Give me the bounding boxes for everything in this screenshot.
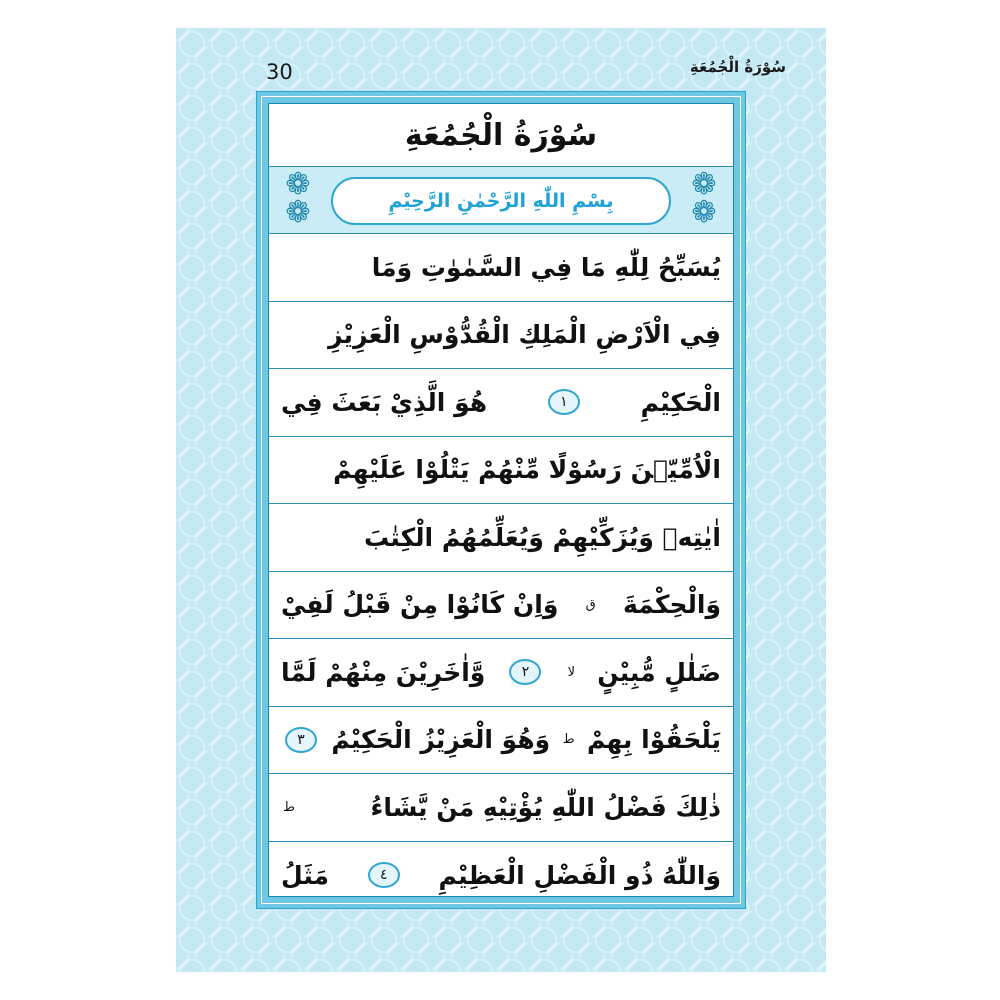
arabesque-ornament-icon: ❁ ❁ bbox=[691, 167, 717, 230]
verse-line bbox=[269, 842, 733, 898]
waqf-pause-mark: لا bbox=[567, 664, 576, 680]
verse-text: ذٰلِكَ فَضْلُ اللّٰهِ يُؤْتِيْهِ مَنْ يَّشَاءُ bbox=[370, 792, 721, 822]
verse-text: وَاللّٰهُ ذُو الْفَضْلِ الْعَظِيْمِ bbox=[438, 860, 721, 890]
verse-text: يُسَبِّحُ لِلّٰهِ مَا فِي السَّمٰوٰتِ وَمَا bbox=[371, 252, 721, 282]
verse-line bbox=[269, 572, 733, 640]
ornamental-frame bbox=[256, 91, 746, 909]
verse-text: فِي الْاَرْضِ الْمَلِكِ الْقُدُّوْسِ الْعَزِيْزِ bbox=[328, 320, 721, 350]
bismillah-cartouche bbox=[331, 177, 671, 225]
page-number: 30 bbox=[266, 60, 293, 84]
running-head: سُوْرَةُ الْجُمُعَةِ bbox=[689, 58, 786, 76]
verse-line bbox=[269, 707, 733, 775]
ayah-number-marker: ٢ bbox=[509, 659, 541, 685]
verse-text: وَاِنْ كَانُوْا مِنْ قَبْلُ لَفِيْ bbox=[281, 590, 559, 620]
verse-line bbox=[269, 437, 733, 505]
verse-line bbox=[269, 369, 733, 437]
verse-text: الْحَكِيْمِ bbox=[640, 387, 721, 417]
text-panel bbox=[268, 103, 734, 897]
verse-text: الْاُمِّيّٖنَ رَسُوْلًا مِّنْهُمْ يَتْلُوْا عَلَيْهِمْ bbox=[333, 455, 721, 485]
verse-text: مَثَلُ bbox=[281, 860, 330, 890]
verse-line bbox=[269, 234, 733, 302]
bismillah-text: بِسْمِ اللّٰهِ الرَّحْمٰنِ الرَّحِيْمِ bbox=[388, 190, 614, 212]
waqf-pause-mark: ط bbox=[283, 799, 296, 815]
ayah-number-marker: ٤ bbox=[368, 862, 400, 888]
waqf-pause-mark: ط bbox=[562, 732, 575, 748]
waqf-pause-mark: ق bbox=[585, 597, 596, 613]
ayah-number-marker: ٣ bbox=[285, 727, 317, 753]
verse-text: وَّاٰخَرِيْنَ مِنْهُمْ لَمَّا bbox=[281, 657, 486, 687]
verse-line bbox=[269, 302, 733, 370]
verse-text: هُوَ الَّذِيْ بَعَثَ فِي bbox=[281, 387, 488, 417]
verse-line bbox=[269, 774, 733, 842]
verse-text: ضَلٰلٍ مُّبِيْنٍ bbox=[597, 657, 721, 687]
verse-text: اٰيٰتِهٖ وَيُزَكِّيْهِمْ وَيُعَلِّمُهُمُ الْكِتٰبَ bbox=[363, 522, 721, 552]
ayah-number-marker: ١ bbox=[548, 389, 580, 415]
arabesque-ornament-icon: ❁ ❁ bbox=[285, 167, 311, 230]
surah-title: سُوْرَةُ الْجُمُعَةِ bbox=[269, 104, 733, 167]
verse-text: وَالْحِكْمَةَ bbox=[623, 590, 721, 620]
verse-lines bbox=[269, 234, 733, 897]
verse-text: وَهُوَ الْعَزِيْزُ الْحَكِيْمُ bbox=[331, 725, 551, 755]
verse-line bbox=[269, 504, 733, 572]
verse-text: يَلْحَقُوْا بِهِمْ bbox=[586, 725, 721, 755]
verse-line bbox=[269, 639, 733, 707]
bismillah-band bbox=[269, 167, 733, 234]
